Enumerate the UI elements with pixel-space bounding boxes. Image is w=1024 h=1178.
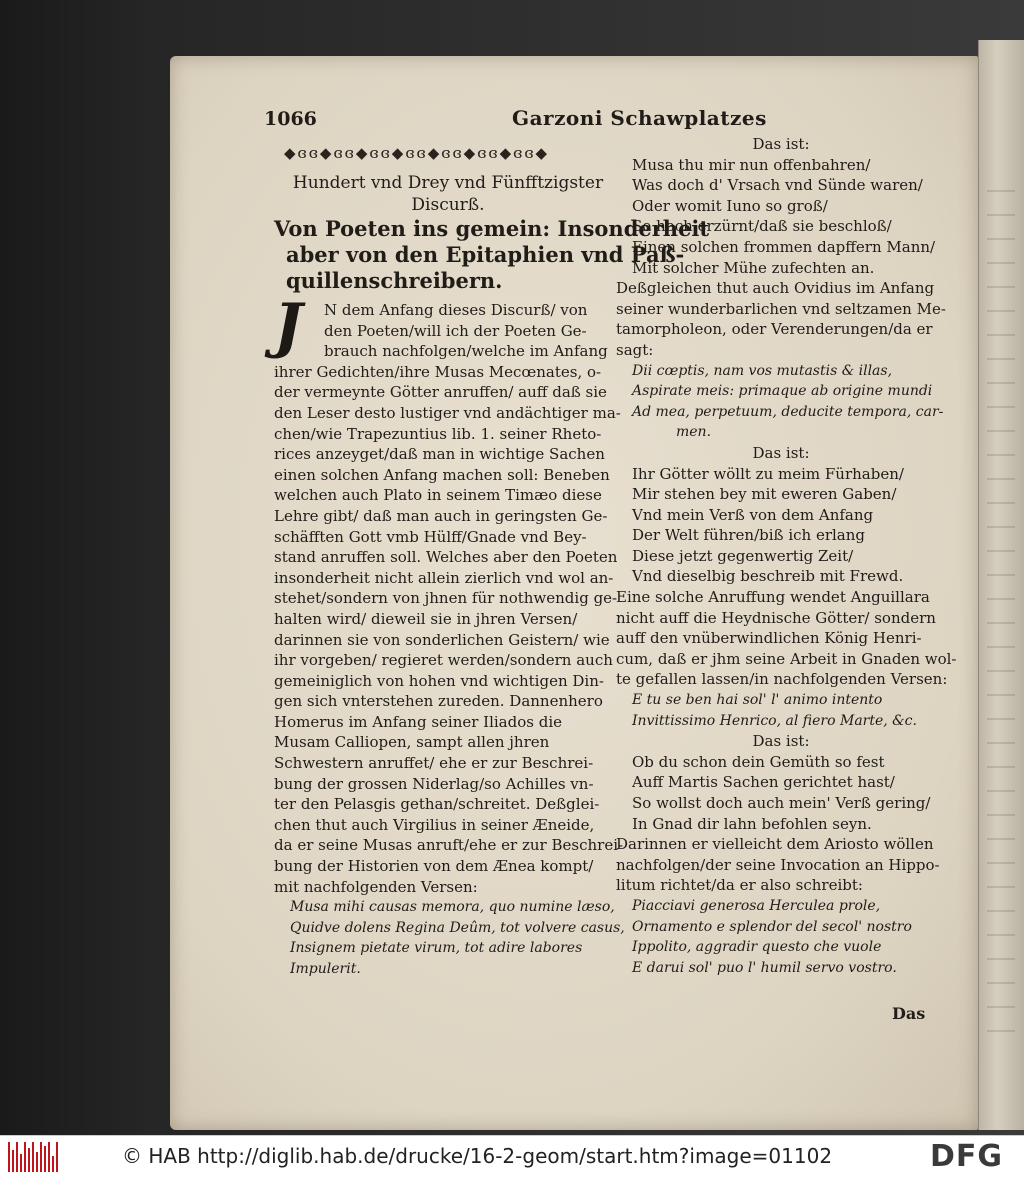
text-line: seiner wunderbarlichen vnd seltzamen Me- — [616, 299, 946, 318]
text-line: nicht auff die Heydnische Götter/ sondern — [616, 608, 936, 627]
text-line: sagt: — [616, 340, 654, 359]
text-line: Das ist: — [752, 135, 810, 153]
text-line: ter den Pelasgis gethan/schreitet. Deßglei- — [274, 795, 600, 814]
text-line: Musam Calliopen, sampt allen jhren — [274, 733, 550, 752]
text-line: chen/wie Trapezuntius lib. 1. seiner Rheto- — [274, 424, 602, 443]
text-line: chen thut auch Virgilius in seiner Æneide, — [274, 815, 595, 834]
text-line: gen sich vnterstehen zureden. Dannenhero — [274, 692, 603, 711]
text-line: ihr vorgeben/ regieret werden/sondern auch — [274, 651, 613, 670]
text-line: Ippolito, aggradir questo che vuole — [632, 939, 882, 956]
text-line: te gefallen lassen/in nachfolgenden Versen: — [616, 670, 948, 689]
text-line: Auff Martis Sachen gerichtet hast/ — [632, 773, 895, 792]
text-line: tamorpholeon, oder Verenderungen/da er — [616, 320, 933, 339]
section-title-line: aber von den Epitaphien vnd Paß- — [286, 242, 685, 267]
text-line: Eine solche Anruffung wendet Anguillara — [616, 588, 930, 607]
text-line: Insignem pietate virum, tot adire labores — [290, 940, 583, 957]
text-line: Musa mihi causas memora, quo numine læso, — [290, 899, 615, 916]
hab-logo-icon — [8, 1142, 58, 1172]
text-line: Oder womit Iuno so groß/ — [632, 196, 828, 215]
section-title-line: Von Poeten ins gemein: Insonderheit — [274, 216, 710, 241]
viewer-footer — [0, 1135, 1024, 1178]
text-line: ihrer Gedichten/ihre Musas Mecœnates, o- — [274, 362, 602, 381]
text-line: Dii cœptis, nam vos mutastis & illas, — [632, 362, 893, 379]
text-line: schäfften Gott vmb Hülff/Gnade vnd Bey- — [274, 527, 587, 546]
catchword: Das — [892, 1004, 926, 1023]
text-line: Ornamento e splendor del secol' nostro — [632, 918, 912, 935]
text-line: rices anzeyget/daß man in wichtige Sachen — [274, 445, 605, 464]
text-line: Mir stehen bey mit eweren Gaben/ — [632, 485, 897, 504]
text-line: bung der Historien von dem Ænea kompt/ — [274, 857, 594, 876]
text-line: stand anruffen soll. Welches aber den Poeten — [274, 548, 618, 567]
text-line: Was doch d' Vrsach vnd Sünde waren/ — [632, 176, 923, 195]
text-line: E tu se ben hai sol' l' animo intento — [632, 692, 883, 709]
text-line: stehet/sondern von jhnen für nothwendig ge- — [274, 589, 618, 608]
text-line: Das ist: — [752, 732, 810, 751]
chapter-heading — [288, 172, 608, 216]
text-line: Einen solchen frommen dapffern Mann/ — [632, 237, 936, 256]
text-line: Aspirate meis: primaque ab origine mundi — [632, 383, 933, 400]
text-line: litum richtet/da er also schreibt: — [616, 876, 863, 895]
book-page — [170, 56, 978, 1130]
right-text-column — [616, 134, 957, 978]
text-line: den Poeten/will ich der Poeten Ge- — [324, 321, 587, 340]
text-line: cum, daß er jhm seine Arbeit in Gnaden wol- — [616, 649, 957, 668]
section-title-line: quillenschreibern. — [286, 268, 503, 293]
text-line: welchen auch Plato in seinem Timæo diese — [274, 486, 602, 505]
dfg-logo: DFG — [930, 1139, 1004, 1174]
text-line: darinnen sie von sonderlichen Geistern/ wie — [274, 630, 610, 649]
text-line: In Gnad dir lahn befohlen seyn. — [632, 814, 872, 833]
text-line: Invittissimo Henrico, al fiero Marte, &c. — [632, 712, 917, 729]
bleed-through-text — [987, 190, 1015, 1050]
ornament-border: ◆ɞɞ◆ɞɞ◆ɞɞ◆ɞɞ◆ɞɞ◆ɞɞ◆ɞɞ◆ — [284, 144, 550, 162]
drop-cap-initial: J — [274, 291, 303, 361]
text-line: insonderheit nicht allein zierlich vnd wol an- — [274, 568, 614, 587]
copyright-link[interactable]: © HAB http://diglib.hab.de/drucke/16-2-geom/start.htm?image=01102 — [122, 1144, 833, 1168]
text-line: Ad mea, perpetuum, deducite tempora, car- — [632, 403, 944, 420]
text-line: Deßgleichen thut auch Ovidius im Anfang — [616, 279, 935, 298]
text-line: der vermeynte Götter anruffen/ auff daß sie — [274, 383, 607, 402]
text-line: Musa thu mir nun offenbahren/ — [632, 155, 871, 174]
text-line: So wollst doch auch mein' Verß gering/ — [632, 794, 931, 812]
text-line: gemeiniglich von hohen vnd wichtigen Din- — [274, 671, 604, 690]
text-line: den Leser desto lustiger vnd andächtiger ma- — [274, 403, 621, 422]
text-line: da er seine Musas anruft/ehe er zur Beschrei- — [274, 836, 624, 855]
text-line: N dem Anfang dieses Discurß/ von — [324, 301, 588, 319]
section-title — [274, 216, 710, 294]
text-line: Vnd mein Verß von dem Anfang — [632, 505, 874, 524]
text-line: Mit solcher Mühe zufechten an. — [632, 258, 875, 277]
text-line: Der Welt führen/biß ich erlang — [632, 526, 866, 545]
text-line: Das ist: — [752, 443, 810, 462]
chapter-heading-line: Hundert vnd Drey vnd Fünfftzigster — [292, 173, 604, 193]
text-line: einen solchen Anfang machen soll: Beneben — [274, 465, 610, 484]
text-line: E darui sol' puo l' humil servo vostro. — [632, 959, 897, 976]
text-line: Schwestern anruffet/ ehe er zur Beschrei- — [274, 754, 594, 773]
text-line: halten wird/ dieweil sie in jhren Versen/ — [274, 609, 578, 628]
text-line: nachfolgen/der seine Invocation an Hippo- — [616, 855, 940, 874]
text-line: Homerus im Anfang seiner Iliados die — [274, 712, 563, 731]
text-line: Impulerit. — [290, 961, 361, 977]
text-line: Quidve dolens Regina Deûm, tot volvere casus, — [290, 919, 625, 936]
text-line: men. — [676, 424, 712, 441]
running-head: Garzoni Schawplatzes — [512, 106, 767, 130]
text-line: bung der grossen Niderlag/so Achilles vn- — [274, 774, 594, 793]
text-line: Diese jetzt gegenwertig Zeit/ — [632, 546, 854, 565]
left-text-column — [274, 300, 625, 980]
text-line: Lehre gibt/ daß man auch in geringsten Ge- — [274, 506, 608, 525]
text-line: So hoch erzürnt/daß sie beschloß/ — [632, 217, 892, 236]
chapter-heading-line: Discurß. — [411, 195, 485, 215]
text-line: mit nachfolgenden Versen: — [274, 877, 478, 896]
text-line: Ihr Götter wöllt zu meim Fürhaben/ — [632, 464, 904, 483]
text-line: Piacciavi generosa Herculea prole, — [632, 897, 881, 914]
underlying-page-edge — [978, 40, 1024, 1130]
text-line: Darinnen er vielleicht dem Ariosto wöllen — [616, 835, 934, 854]
text-line: Ob du schon dein Gemüth so fest — [632, 752, 885, 771]
text-line: brauch nachfolgen/welche im Anfang — [324, 342, 608, 361]
page-number: 1066 — [264, 108, 317, 130]
text-line: Vnd dieselbig beschreib mit Frewd. — [632, 567, 904, 586]
text-line: auff den vnüberwindlichen König Henri- — [616, 629, 922, 648]
